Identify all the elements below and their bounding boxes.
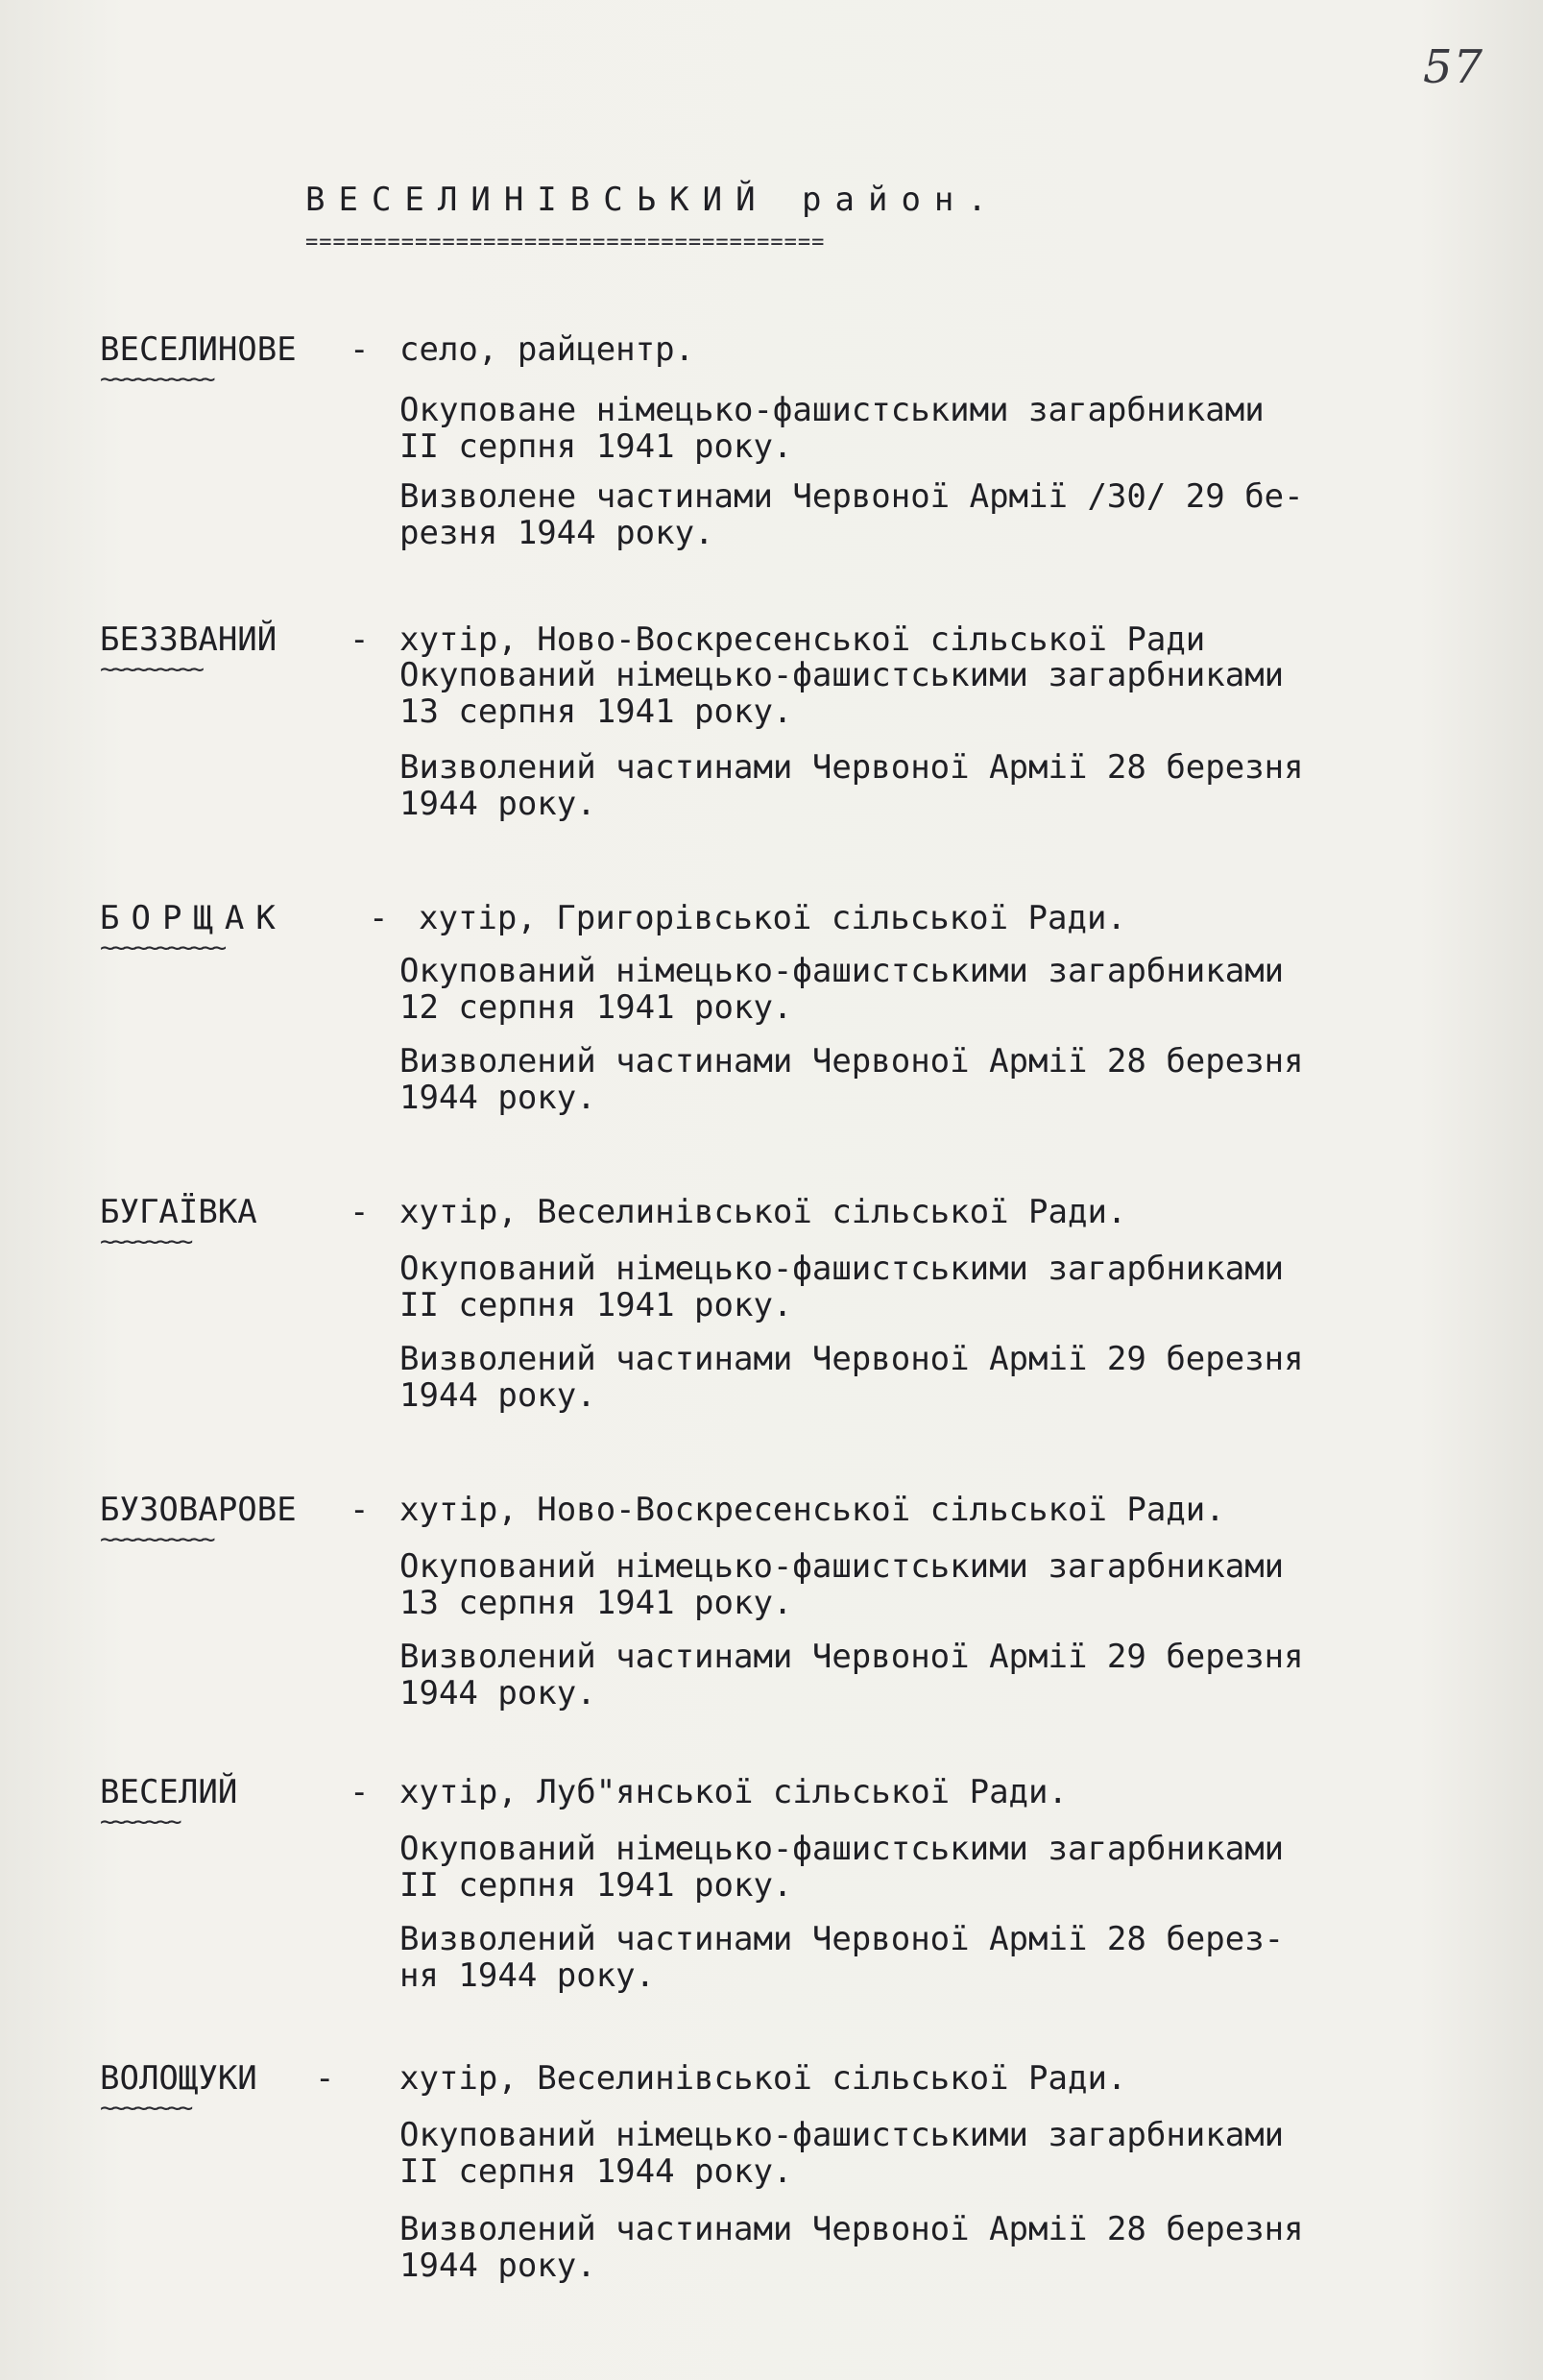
place-description: хутір, Григорівської сільської Ради. bbox=[419, 899, 1126, 937]
place-name: ВЕСЕЛИНОВЕ bbox=[100, 330, 297, 369]
place-description: хутір, Веселинівської сільської Ради. bbox=[399, 2059, 1127, 2098]
place-description: хутір, Ново-Воскресенської сільської Ради bbox=[399, 620, 1206, 659]
liberation-text: Визволене частинами Червоної Армії /30/ 29 бе- резня 1944 року. bbox=[399, 477, 1304, 552]
place-underline: ~~~~~~~~~~ bbox=[100, 1525, 212, 1554]
place-underline: ~~~~~~~~ bbox=[100, 2094, 190, 2123]
entry-dash: - bbox=[350, 1773, 370, 1811]
place-name: БОРЩАК bbox=[100, 899, 287, 937]
place-underline: ~~~~~~~~~ bbox=[100, 655, 201, 684]
place-description: хутір, Ново-Воскресенської сільської Ради. bbox=[399, 1491, 1225, 1529]
entry-dash: - bbox=[369, 899, 389, 937]
occupation-text: Окупований німецько-фашистськими загарбниками ІІ серпня 1941 року. bbox=[399, 1250, 1285, 1324]
place-underline: ~~~~~~~~~~~ bbox=[100, 934, 224, 962]
liberation-text: Визволений частинами Червоної Армії 28 березня 1944 року. bbox=[399, 2210, 1304, 2285]
place-name: ВОЛОЩУКИ bbox=[100, 2059, 257, 2098]
page-number: 57 bbox=[1423, 40, 1484, 94]
liberation-text: Визволений частинами Червоної Армії 29 березня 1944 року. bbox=[399, 1340, 1304, 1415]
place-name: БУЗОВАРОВЕ bbox=[100, 1491, 297, 1529]
occupation-text: Окупований німецько-фашистськими загарбниками 13 серпня 1941 року. bbox=[399, 1547, 1285, 1622]
liberation-text: Визволений частинами Червоної Армії 29 березня 1944 року. bbox=[399, 1638, 1304, 1712]
place-description: хутір, Луб"янської сільської Ради. bbox=[399, 1773, 1068, 1811]
entry-dash: - bbox=[315, 2059, 335, 2098]
place-description: хутір, Веселинівської сільської Ради. bbox=[399, 1193, 1127, 1231]
occupation-text: Окупований німецько-фашистськими загарбниками ІІ серпня 1941 року. bbox=[399, 1830, 1285, 1905]
occupation-text: Окупований німецько-фашистськими загарбниками 13 серпня 1941 року. bbox=[399, 656, 1285, 731]
occupation-text: Окупований німецько-фашистськими загарбниками ІІ серпня 1944 року. bbox=[399, 2116, 1285, 2191]
entry-dash: - bbox=[350, 620, 370, 659]
place-name: ВЕСЕЛИЙ bbox=[100, 1773, 238, 1811]
place-underline: ~~~~~~~ bbox=[100, 1808, 179, 1836]
entry-dash: - bbox=[350, 330, 370, 369]
entry-dash: - bbox=[350, 1193, 370, 1231]
liberation-text: Визволений частинами Червоної Армії 28 березня 1944 року. bbox=[399, 748, 1304, 823]
entry-dash: - bbox=[350, 1491, 370, 1529]
place-name: БЕЗЗВАНИЙ bbox=[100, 620, 277, 659]
district-title: ВЕСЕЛИНІВСЬКИЙ район. bbox=[305, 181, 1001, 219]
occupation-text: Окупований німецько-фашистськими загарбниками 12 серпня 1941 року. bbox=[399, 952, 1285, 1027]
place-description: село, райцентр. bbox=[399, 330, 695, 369]
liberation-text: Визволений частинами Червоної Армії 28 березня 1944 року. bbox=[399, 1042, 1304, 1117]
occupation-text: Окуповане німецько-фашистськими загарбниками ІІ серпня 1941 року. bbox=[399, 391, 1265, 466]
place-underline: ~~~~~~~~ bbox=[100, 1227, 190, 1256]
place-underline: ~~~~~~~~~~ bbox=[100, 365, 212, 394]
title-rule: ====================================== bbox=[305, 231, 826, 255]
liberation-text: Визволений частинами Червоної Армії 28 берез- ня 1944 року. bbox=[399, 1920, 1285, 1995]
place-name: БУГАЇВКА bbox=[100, 1193, 257, 1231]
